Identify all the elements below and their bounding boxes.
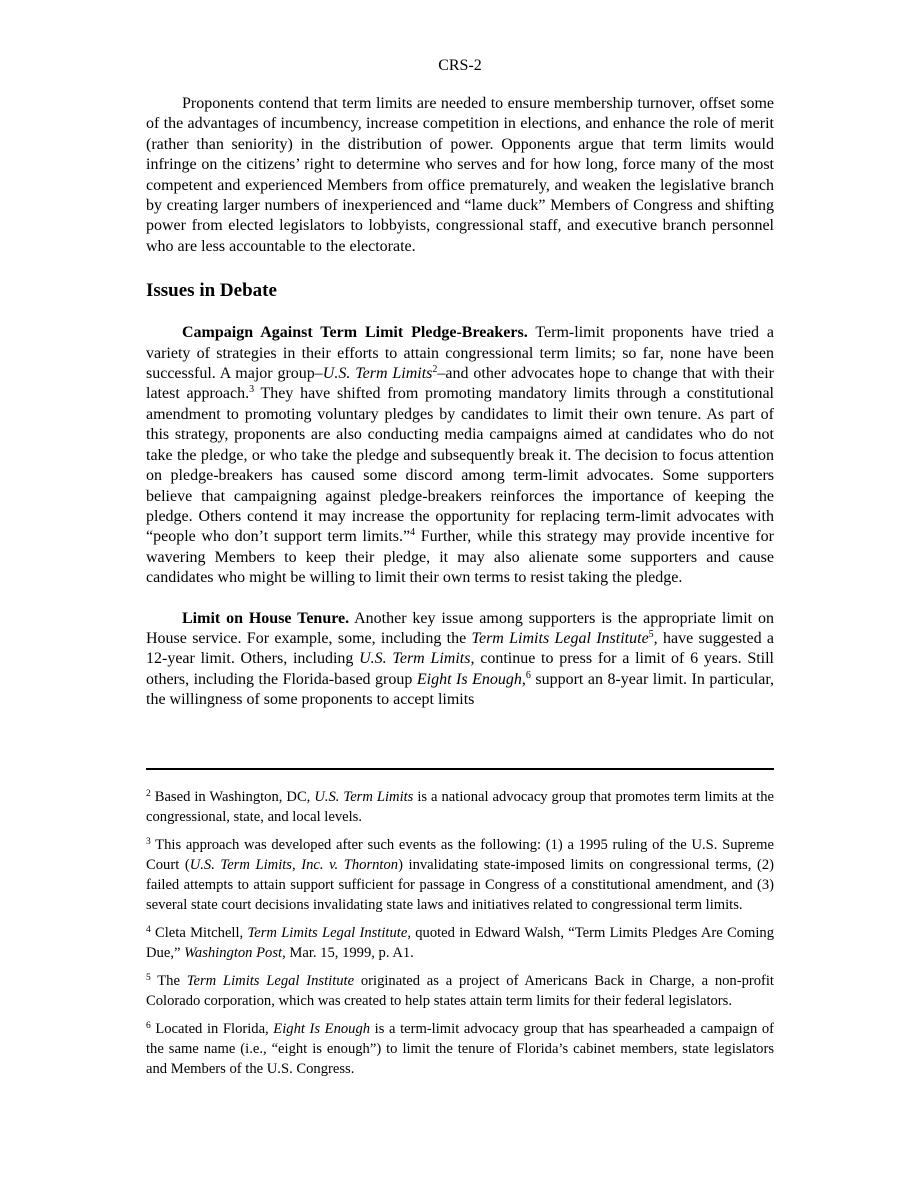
footnote-text: Located in Florida, [150, 1021, 274, 1037]
section-heading: Issues in Debate [146, 280, 277, 302]
house-org-3: Eight Is Enough [416, 670, 522, 688]
footnote-ref-6[interactable]: 6 [525, 669, 531, 681]
house-org-2: U.S. Term Limits, [359, 650, 475, 668]
footnote-3 [146, 835, 774, 915]
page-header: CRS-2 [438, 57, 482, 74]
house-org-1: Term Limits Legal Institute [471, 629, 649, 647]
footnote-6 [146, 1019, 774, 1079]
intro-paragraph: Proponents contend that term limits are needed to ensure membership turnover, offset some of the advantages of incumbency, increase competition in elections, and enhance the role of merit (rather than seniority) in the distribution of power. Opponents argue that term limits would infringe on the citizens’ right to determine who serves and for how long, force many of the most competent and experienced Members from office prematurely, and weaken the legislative branch by creating larger numbers of inexperienced and “lame duck” Members of Congress and shifting power from elected legislators to lobbyists, congressional staff, and executive branch personnel who are less accountable to the electorate. [146, 95, 774, 255]
house-text-1: Another key issue among supporters is the appropriate limit on House service. For example, some, including the [146, 609, 775, 647]
pledge-text-4: Further, while this strategy may provide incentive for wavering Members to keep their pledge, it may also alienate some supporters and cause candidates who might be willing to limit their own terms to resist taking the pledge. [146, 528, 774, 587]
footnote-text: The [150, 973, 187, 989]
house-text-4: , [521, 670, 526, 688]
footnote-ref-2[interactable]: 2 [432, 364, 438, 376]
footnote-italic: U.S. Term Limits, Inc. v. Thornton [189, 857, 399, 873]
footnote-text: Cleta Mitchell, [150, 925, 248, 941]
footnote-text: is a national advocacy group that promotes term limits at the congressional, state, and local levels. [146, 789, 775, 825]
pledge-text-3: They have shifted from promoting mandatory limits through a constitutional amendment to promoting voluntary pledges by candidates to limit their own tenure. As part of this strategy, proponents are also conducting media campaigns aimed at candidates who do not take the pledge, or who take the pledge and subsequently break it. The decision to focus attention on pledge-breakers has caused some discord among term-limit advocates. Some supporters believe that campaigning against pledge-breakers reinforces the importance of keeping the pledge. Others contend it may increase the opportunity for replacing term-limit advocates with “people who don’t support term limits.” [146, 385, 774, 546]
footnote-text: is a term-limit advocacy group that has spearheaded a campaign of the same name (i.e., “eight is enough”) to limit the tenure of Florida’s cabinet members, state legislators and Members of the U.S. Congress. [146, 1021, 774, 1077]
footnote-text: This approach was developed after such events as the following: (1) a 1995 ruling of the U.S. Supreme Court ( [146, 837, 774, 873]
footnote-divider [146, 768, 774, 770]
footnote-text: originated as a project of Americans Back in Charge, a non-profit Colorado corporation, which was created to help states attain term limits for their federal legislators. [146, 973, 774, 1009]
house-text-3: continue to press for a limit of 6 years. Still others, including the Florida-based group [146, 650, 774, 688]
footnote-italic: Eight Is Enough [273, 1021, 371, 1037]
footnote-number: 6 [146, 1021, 151, 1031]
footnote-ref-5[interactable]: 5 [648, 628, 654, 640]
page-body [146, 56, 774, 711]
footnote-text: , quoted in Edward Walsh, “Term Limits Pledges Are Coming Due,” [146, 925, 774, 961]
pledge-text-2: –and other advocates hope to change that with their latest approach. [146, 365, 774, 403]
pledge-breakers-title: Campaign Against Term Limit Pledge-Breakers. [182, 324, 528, 342]
footnote-italic: Term Limits Legal Institute [186, 973, 355, 989]
footnote-italic: Term Limits Legal Institute [247, 925, 408, 941]
house-tenure-title: Limit on House Tenure. [182, 609, 350, 627]
footnote-ref-4[interactable]: 4 [410, 527, 416, 539]
footnote-number: 3 [146, 837, 151, 847]
footnote-2 [146, 787, 774, 827]
footnote-italic: Washington Post [184, 945, 283, 961]
footnote-4 [146, 923, 774, 963]
footnote-ref-3[interactable]: 3 [249, 384, 255, 396]
house-tenure-paragraph [146, 609, 774, 711]
pledge-breakers-paragraph [146, 323, 774, 588]
footnote-number: 2 [146, 789, 151, 799]
footnote-text: Based in Washington, DC, [150, 789, 315, 805]
footnote-number: 5 [146, 973, 151, 983]
footnote-number: 4 [146, 925, 151, 935]
footnote-5 [146, 971, 774, 1011]
house-text-2: , have suggested a 12-year limit. Others, including [146, 629, 775, 668]
house-text-5: support an 8-year limit. In particular, the willingness of some proponents to accept limits [146, 670, 775, 709]
footnotes [146, 787, 774, 1087]
footnote-text: ) invalidating state-imposed limits on congressional terms, (2) failed attempts to attain support sufficient for passage in Congress of a constitutional amendment, and (3) several state court decisions invalidating state laws and initiatives related to congressional term limits. [146, 857, 774, 913]
footnote-italic: U.S. Term Limits [314, 789, 414, 805]
footnote-text: , Mar. 15, 1999, p. A1. [282, 945, 414, 961]
pledge-text-1: Term-limit proponents have tried a variety of strategies in their efforts to attain congressional term limits; so far, none have been successful. A major group– [146, 324, 775, 383]
pledge-org: U.S. Term Limits [322, 365, 433, 383]
